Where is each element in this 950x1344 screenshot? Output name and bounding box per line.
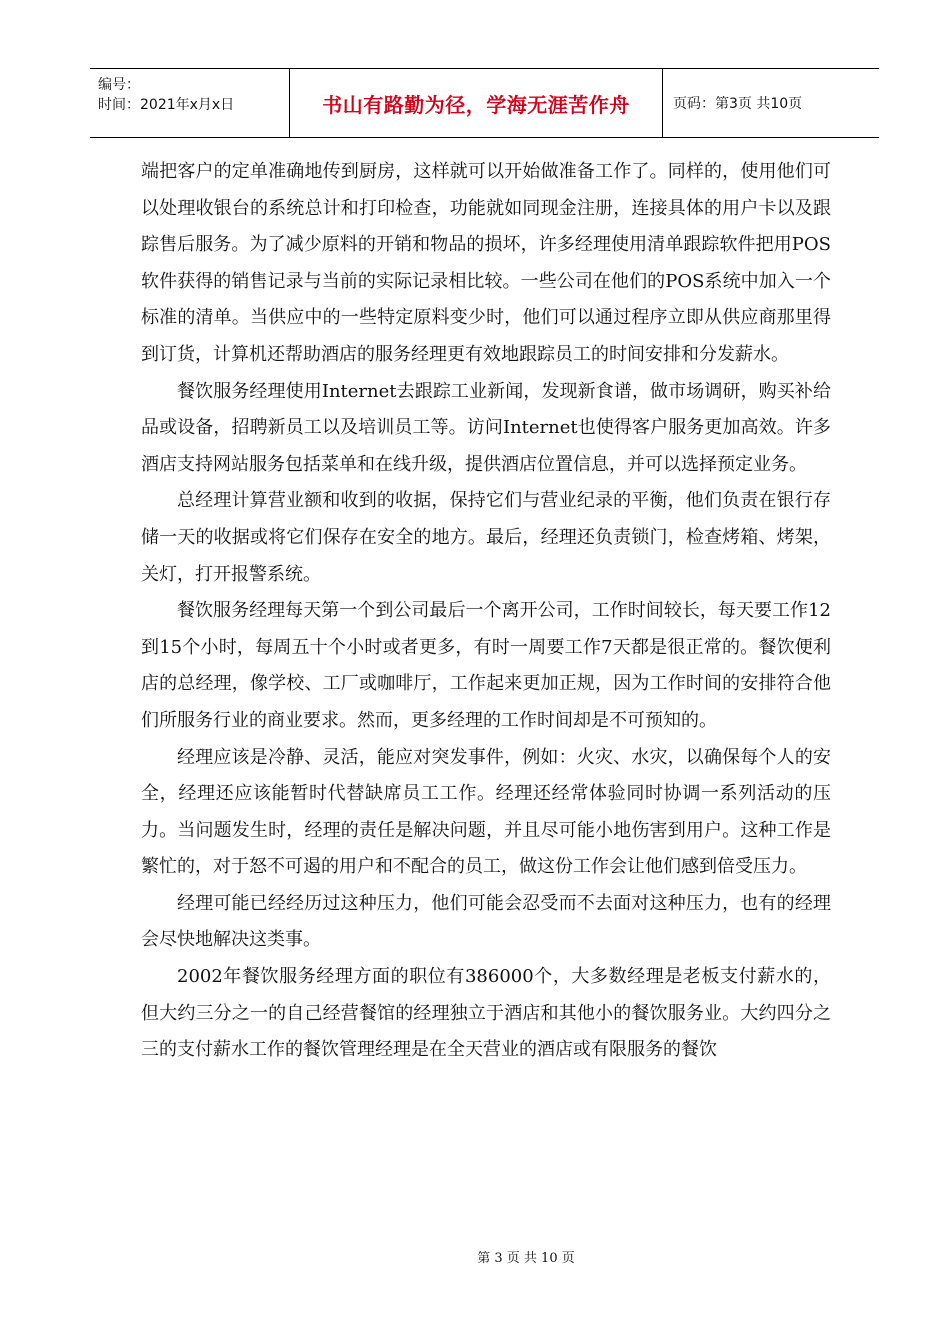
document-body bbox=[141, 154, 831, 1069]
header-meta bbox=[90, 69, 290, 137]
paragraph: 经理可能已经经历过这种压力，他们可能会忍受而不去面对这种压力，也有的经理会尽快地解决这类事。 bbox=[141, 892, 831, 951]
paragraph: 总经理计算营业额和收到的收据，保持它们与营业纪录的平衡，他们负责在银行存储一天的收据或将它们保存在安全的地方。最后，经理还负责锁门，检查烤箱、烤架，关灯，打开报警系统。 bbox=[141, 490, 831, 585]
page-header bbox=[90, 68, 879, 138]
footer-page-number: 第 3 页 共 10 页 bbox=[477, 1251, 575, 1266]
paragraph: 经理应该是冷静、灵活，能应对突发事件，例如：火灾、水灾，以确保每个人的安全，经理还应该能暂时代替缺席员工工作。经理还经常体验同时协调一系列活动的压力。当问题发生时，经理的责任是解决问题，并且尽可能小地伤害到用户。这种工作是繁忙的，对于怒不可遏的用户和不配合的员工，做这份工作会让他们感到倍受压力。 bbox=[141, 746, 831, 878]
number-label: 编号： bbox=[98, 77, 140, 93]
paragraph: 2002年餐饮服务经理方面的职位有386000个，大多数经理是老板支付薪水的，但大约三分之一的自己经营餐馆的经理独立于酒店和其他小的餐饮服务业。大约四分之三的支付薪水工作的餐饮管理经理是在全天营业的酒店或有限服务的餐饮 bbox=[141, 966, 831, 1061]
page-footer bbox=[0, 1247, 950, 1266]
paragraph: 餐饮服务经理使用Internet去跟踪工业新闻，发现新食谱，做市场调研，购买补给品或设备，招聘新员工以及培训员工等。访问Internet也使得客户服务更加高效。许多酒店支持网站服务包括菜单和在线升级，提供酒店位置信息，并可以选择预定业务。 bbox=[141, 380, 831, 475]
motto-text: 书山有路勤为径，学海无涯苦作舟 bbox=[322, 92, 630, 117]
time-label: 时间：2021年x月x日 bbox=[98, 97, 235, 113]
paragraph: 端把客户的定单准确地传到厨房，这样就可以开始做准备工作了。同样的，使用他们可以处理收银台的系统总计和打印检查，功能就如同现金注册，连接具体的用户卡以及跟踪售后服务。为了减少原料的开销和物品的损坏，许多经理使用清单跟踪软件把用POS软件获得的销售记录与当前的实际记录相比较。一些公司在他们的POS系统中加入一个标准的清单。当供应中的一些特定原料变少时，他们可以通过程序立即从供应商那里得到订货，计算机还帮助酒店的服务经理更有效地跟踪员工的时间安排和分发薪水。 bbox=[141, 161, 831, 365]
header-page-info-cell bbox=[663, 69, 879, 137]
paragraph: 餐饮服务经理每天第一个到公司最后一个离开公司，工作时间较长，每天要工作12到15个小时，每周五十个小时或者更多，有时一周要工作7天都是很正常的。餐饮便利店的总经理，像学校、工厂或咖啡厅，工作起来更加正规，因为工作时间的安排符合他们所服务行业的商业要求。然而，更多经理的工作时间却是不可预知的。 bbox=[141, 600, 831, 731]
page-info: 页码：第3页 共10页 bbox=[673, 96, 803, 112]
header-motto-cell bbox=[290, 69, 663, 137]
